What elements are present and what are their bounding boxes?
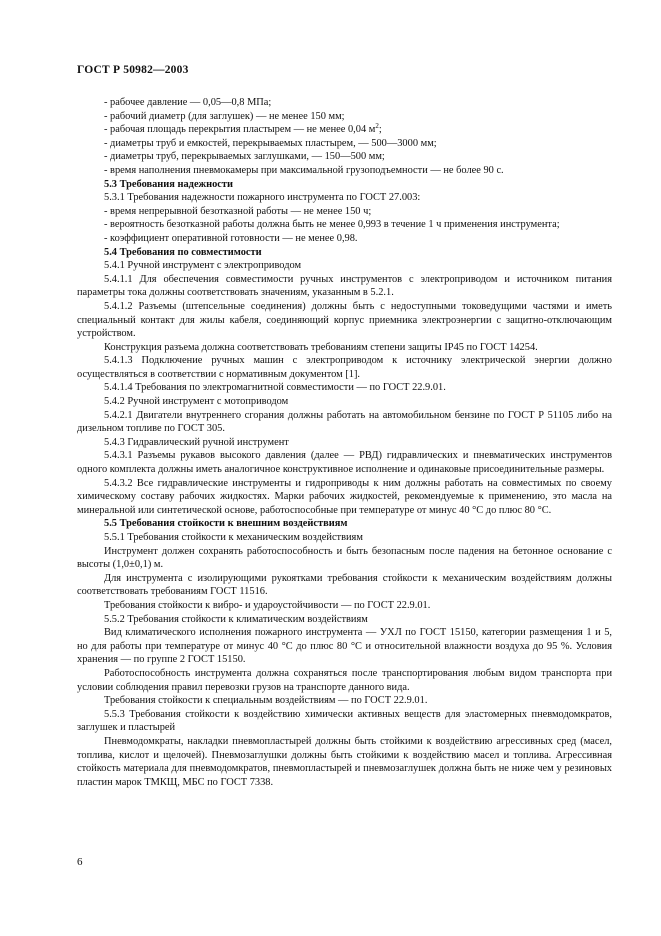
list-item: - диаметры труб, перекрываемых заглушками, — 150—500 мм; xyxy=(104,151,385,163)
paragraph: Конструкция разъема должна соответствовать требованиям степени защиты IP45 по ГОСТ 14254. xyxy=(104,341,538,353)
paragraph: 5.4.1.4 Требования по электромагнитной совместимости — по ГОСТ 22.9.01. xyxy=(104,382,446,394)
paragraph: 5.4.3.1 Разъемы рукавов высокого давления (далее — РВД) гидравлических и пневматических инструментов одного комплекта должны иметь аналогичное конструктивное исполнение и одинаковые присоединительные размеры. xyxy=(77,450,612,476)
paragraph: 5.4.2.1 Двигатели внутреннего сгорания должны работать на автомобильном бензине по ГОСТ Р 51105 либо на дизельном топливе по ГОСТ 305. xyxy=(77,409,612,435)
list-item: - время наполнения пневмокамеры при максимальной грузоподъемности — не более 90 с. xyxy=(104,164,504,176)
section-heading: 5.3 Требования надежности xyxy=(104,178,233,190)
paragraph: 5.4.3.2 Все гидравлические инструменты и гидроприводы к ним должны работать на совместимых по своему химическому составу рабочих жидкостях. Марки рабочих жидкостей, рекомендуемые к применению, это масла на минеральной или синтетической основе, работоспособные при температуре от минус 40 °С до плюс 80 °С. xyxy=(77,477,612,516)
document-body xyxy=(77,96,612,789)
list-item: - время непрерывной безотказной работы — не менее 150 ч; xyxy=(104,205,372,217)
list-item: - рабочий диаметр (для заглушек) — не менее 150 мм; xyxy=(104,110,345,122)
section-heading: 5.5 Требования стойкости к внешним воздействиям xyxy=(104,518,348,530)
subsection-title: 5.4.3 Гидравлический ручной инструмент xyxy=(104,436,289,448)
paragraph: Требования стойкости к специальным воздействиям — по ГОСТ 22.9.01. xyxy=(104,695,428,707)
paragraph: Пневмодомкраты, накладки пневмопластырей должны быть стойкими к воздействию агрессивных сред (масел, топлива, кислот и щелочей). Пневмозаглушки должны быть стойкими к воздействию масел и топлива. Агрессивная стойкость материала для пневмодомкратов, пневмопластырей и пневмозаглушек должна быть не ниже чем у резиновых пластин марок ТМКЩ, МБС по ГОСТ 7338. xyxy=(77,735,612,788)
paragraph: Работоспособность инструмента должна сохраняться после транспортирования любым видом транспорта при условии соблюдения правил перевозки грузов на транспорте данного вида. xyxy=(77,667,612,693)
paragraph: 5.4.1.2 Разъемы (штепсельные соединения) должны быть с недоступными токоведущими частями и иметь специальный контакт для жилы кабеля, соединяющий корпус приемника электроэнергии с защитно-отключающим устройством. xyxy=(77,300,612,340)
subsection-title: 5.5.3 Требования стойкости к воздействию химически активных веществ для эластомерных пневмодомкратов, заглушек и пластырей xyxy=(77,708,612,734)
paragraph: Требования стойкости к вибро- и удароустойчивости — по ГОСТ 22.9.01. xyxy=(104,599,431,611)
subsection-title: 5.4.1 Ручной инструмент с электроприводом xyxy=(104,260,302,272)
page-number: 6 xyxy=(77,856,83,868)
paragraph: Вид климатического исполнения пожарного инструмента — УХЛ по ГОСТ 15150, категории размещения 1 и 5, но для работы при температуре от минус 40 °С до плюс 80 °С и относительной влажности воздуха до 95 %. Условия хранения — по группе 2 ГОСТ 15150. xyxy=(77,627,612,666)
list-item xyxy=(77,123,612,137)
list-item: - диаметры труб и емкостей, перекрываемых пластырем, — 500—3000 мм; xyxy=(104,137,437,149)
paragraph: 5.4.1.1 Для обеспечения совместимости ручных инструментов с электроприводом и источником питания параметры тока должны соответствовать значениям, указанным в 5.2.1. xyxy=(77,273,612,299)
paragraph: 5.3.1 Требования надежности пожарного инструмента по ГОСТ 27.003: xyxy=(104,192,421,204)
paragraph: Для инструмента с изолирующими рукоятками требования стойкости к механическим воздействиям должны соответствовать требованиям ГОСТ 11516. xyxy=(77,572,612,598)
paragraph: 5.4.1.3 Подключение ручных машин с электроприводом к источнику электрической энергии должно осуществляться в соответствии с нормативным документом [1]. xyxy=(77,355,612,380)
list-item: - коэффициент оперативной готовности — не менее 0,98. xyxy=(104,232,358,244)
list-item-text: - рабочая площадь перекрытия пластырем — не менее 0,04 м xyxy=(104,124,376,136)
document-header: ГОСТ Р 50982—2003 xyxy=(77,64,189,76)
list-item: - вероятность безотказной работы должна быть не менее 0,993 в течение 1 ч применения инструмента; xyxy=(104,219,560,231)
section-heading: 5.4 Требования по совместимости xyxy=(104,246,262,258)
paragraph: Инструмент должен сохранять работоспособность и быть безопасным после падения на бетонное основание с высоты (1,0±0,1) м. xyxy=(77,545,612,571)
superscript: 2 xyxy=(375,122,379,131)
subsection-title: 5.5.1 Требования стойкости к механическим воздействиям xyxy=(104,532,363,543)
list-item-text: ; xyxy=(378,124,382,136)
list-item: - рабочее давление — 0,05—0,8 МПа; xyxy=(104,97,272,108)
subsection-title: 5.5.2 Требования стойкости к климатическим воздействиям xyxy=(104,613,368,625)
subsection-title: 5.4.2 Ручной инструмент с мотоприводом xyxy=(104,396,289,408)
